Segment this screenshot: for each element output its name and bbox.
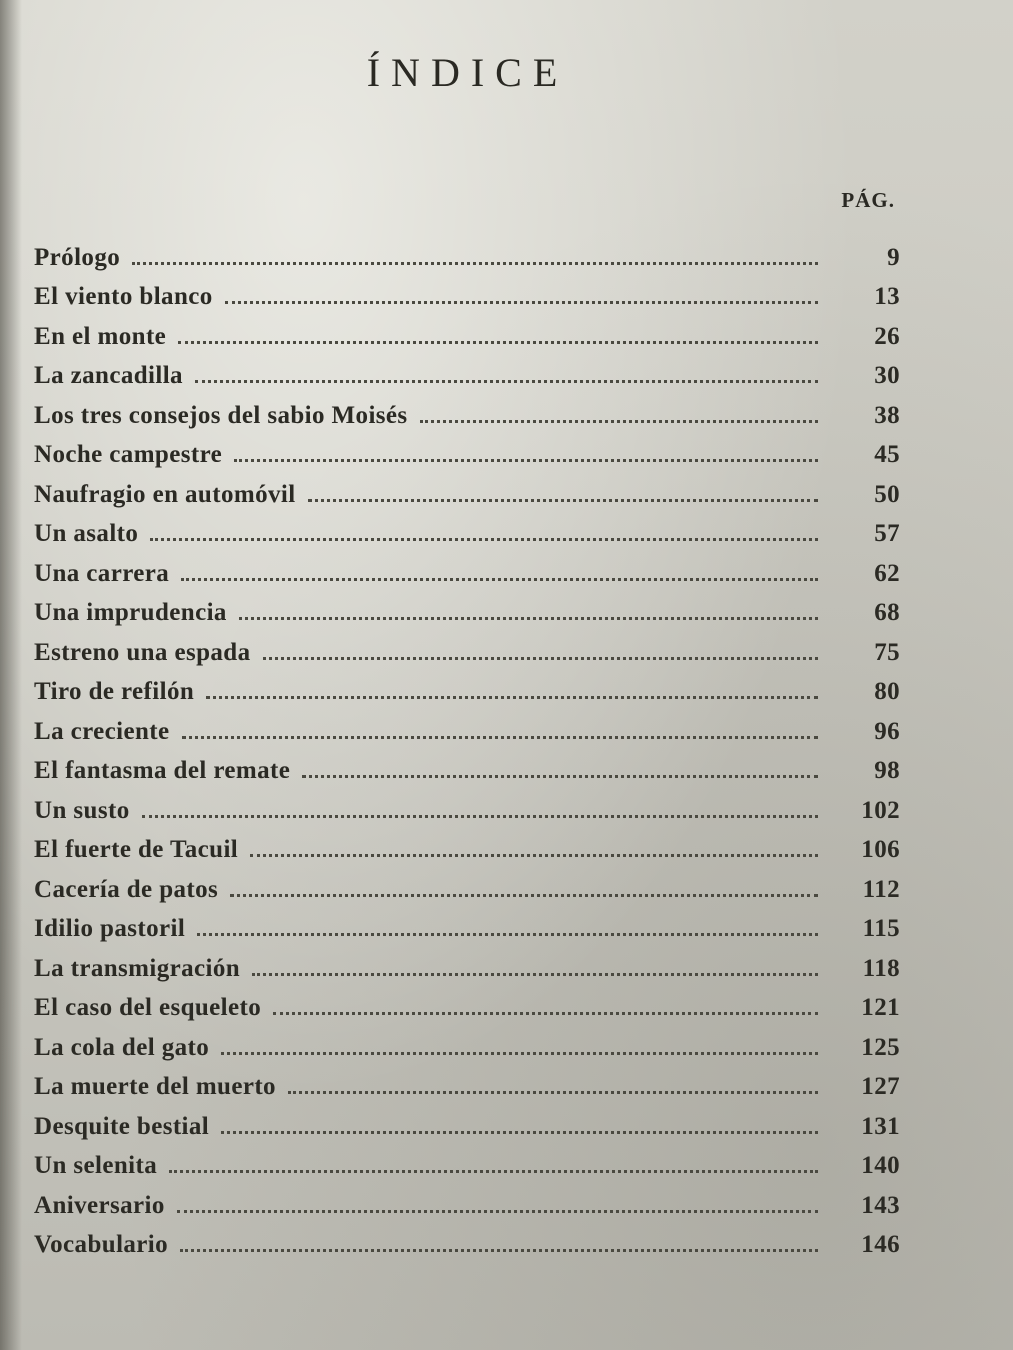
page-title: ÍNDICE (366, 49, 569, 95)
toc-entry-title: Un asalto (34, 520, 139, 547)
toc-entry-title: Prólogo (34, 243, 121, 271)
toc-entry-page-number: 45 (874, 441, 900, 468)
toc-entry (34, 351, 900, 391)
toc-entry-page-number: 80 (874, 678, 900, 705)
dot-leader (206, 696, 818, 699)
toc-entry (34, 1101, 900, 1141)
toc-entry (34, 509, 900, 549)
toc-entry (34, 1141, 900, 1181)
toc-entry-page-number: 9 (887, 243, 900, 271)
dot-leader (197, 933, 818, 936)
dot-leader (150, 538, 818, 541)
dot-leader (250, 854, 818, 857)
toc-entry (34, 430, 900, 470)
toc-entry-page-number: 146 (861, 1231, 900, 1258)
dot-leader (177, 1210, 818, 1213)
toc-entry-page-number: 140 (861, 1152, 900, 1179)
toc-entry-title: Estreno una espada (34, 638, 251, 666)
dot-leader (178, 341, 818, 344)
toc-entry (34, 746, 900, 786)
toc-entry (34, 548, 900, 588)
toc-entry-page-number: 38 (874, 401, 900, 429)
toc-entry-title: El viento blanco (34, 283, 213, 310)
toc-entry-title: El caso del esqueleto (34, 994, 262, 1021)
toc-entry-title: La creciente (34, 717, 170, 745)
dot-leader (252, 973, 818, 976)
toc-entry-page-number: 75 (874, 638, 900, 666)
toc-entry-title: El fantasma del remate (34, 757, 291, 784)
toc-entry-title: Naufragio en automóvil (34, 480, 296, 508)
toc-entry-page-number: 102 (861, 796, 900, 824)
toc-entry-title: En el monte (34, 322, 167, 350)
toc-entry-title: Idilio pastoril (34, 915, 186, 942)
toc-entry-title: La muerte del muerto (34, 1073, 276, 1100)
toc-entry (34, 1180, 900, 1220)
toc-entry (34, 272, 900, 312)
dot-leader (195, 380, 818, 383)
dot-leader (263, 657, 818, 660)
toc-entry-title: Una imprudencia (34, 599, 227, 626)
table-of-contents (34, 232, 900, 1259)
toc-entry-title: Cacería de patos (34, 875, 219, 903)
toc-entry (34, 1062, 900, 1102)
toc-entry-title: Tiro de refilón (34, 678, 195, 705)
toc-entry (34, 588, 900, 628)
toc-entry (34, 983, 900, 1023)
toc-entry-title: Una carrera (34, 559, 170, 587)
toc-entry-title: Los tres consejos del sabio Moisés (34, 401, 408, 429)
toc-entry-page-number: 26 (874, 322, 900, 350)
toc-entry (34, 390, 900, 430)
toc-entry-page-number: 13 (874, 283, 900, 310)
toc-entry-title: El fuerte de Tacuil (34, 836, 239, 863)
dot-leader (225, 301, 818, 304)
toc-entry (34, 1022, 900, 1062)
toc-entry-page-number: 106 (861, 836, 900, 863)
dot-leader (234, 459, 818, 462)
toc-entry-page-number: 68 (874, 599, 900, 626)
toc-entry (34, 627, 900, 667)
toc-entry (34, 311, 900, 351)
toc-entry (34, 469, 900, 509)
toc-entry-page-number: 143 (861, 1191, 900, 1219)
toc-entry-title: Vocabulario (34, 1231, 169, 1258)
dot-leader (239, 617, 818, 620)
toc-entry (34, 706, 900, 746)
toc-entry (34, 825, 900, 865)
dot-leader (308, 499, 818, 502)
toc-entry-page-number: 131 (861, 1112, 900, 1140)
dot-leader (142, 815, 818, 818)
toc-entry-page-number: 96 (874, 717, 900, 745)
dot-leader (182, 736, 818, 739)
toc-entry-title: Un susto (34, 796, 130, 824)
toc-entry-title: La transmigración (34, 954, 241, 982)
dot-leader (181, 578, 818, 581)
toc-entry (34, 1220, 900, 1260)
page-column-header: PÁG. (841, 188, 895, 212)
dot-leader (132, 262, 818, 265)
toc-entry (34, 667, 900, 707)
toc-entry-title: Noche campestre (34, 441, 223, 468)
dot-leader (288, 1091, 818, 1094)
page-gutter-shadow (0, 0, 22, 1350)
toc-entry-page-number: 118 (862, 954, 900, 982)
dot-leader (180, 1249, 818, 1252)
toc-entry (34, 232, 900, 272)
toc-entry-page-number: 98 (874, 757, 900, 784)
dot-leader (221, 1052, 818, 1055)
toc-entry-title: La zancadilla (34, 362, 183, 389)
dot-leader (230, 894, 818, 897)
toc-entry-page-number: 30 (874, 362, 900, 389)
toc-entry-page-number: 62 (874, 559, 900, 587)
dot-leader (221, 1131, 818, 1134)
toc-entry-page-number: 125 (861, 1033, 900, 1061)
toc-entry-page-number: 127 (861, 1073, 900, 1100)
toc-entry-title: Desquite bestial (34, 1112, 210, 1140)
dot-leader (302, 775, 818, 778)
dot-leader (420, 420, 818, 423)
toc-entry-title: La cola del gato (34, 1033, 210, 1061)
toc-entry (34, 943, 900, 983)
toc-entry (34, 785, 900, 825)
toc-entry-page-number: 115 (862, 915, 900, 942)
dot-leader (169, 1170, 818, 1173)
toc-entry-title: Un selenita (34, 1152, 158, 1179)
toc-entry-page-number: 121 (861, 994, 900, 1021)
toc-entry (34, 864, 900, 904)
toc-entry-page-number: 112 (862, 875, 900, 903)
dot-leader (273, 1012, 818, 1015)
toc-entry-page-number: 50 (874, 480, 900, 508)
toc-entry (34, 904, 900, 944)
toc-entry-page-number: 57 (874, 520, 900, 547)
toc-entry-title: Aniversario (34, 1191, 165, 1219)
